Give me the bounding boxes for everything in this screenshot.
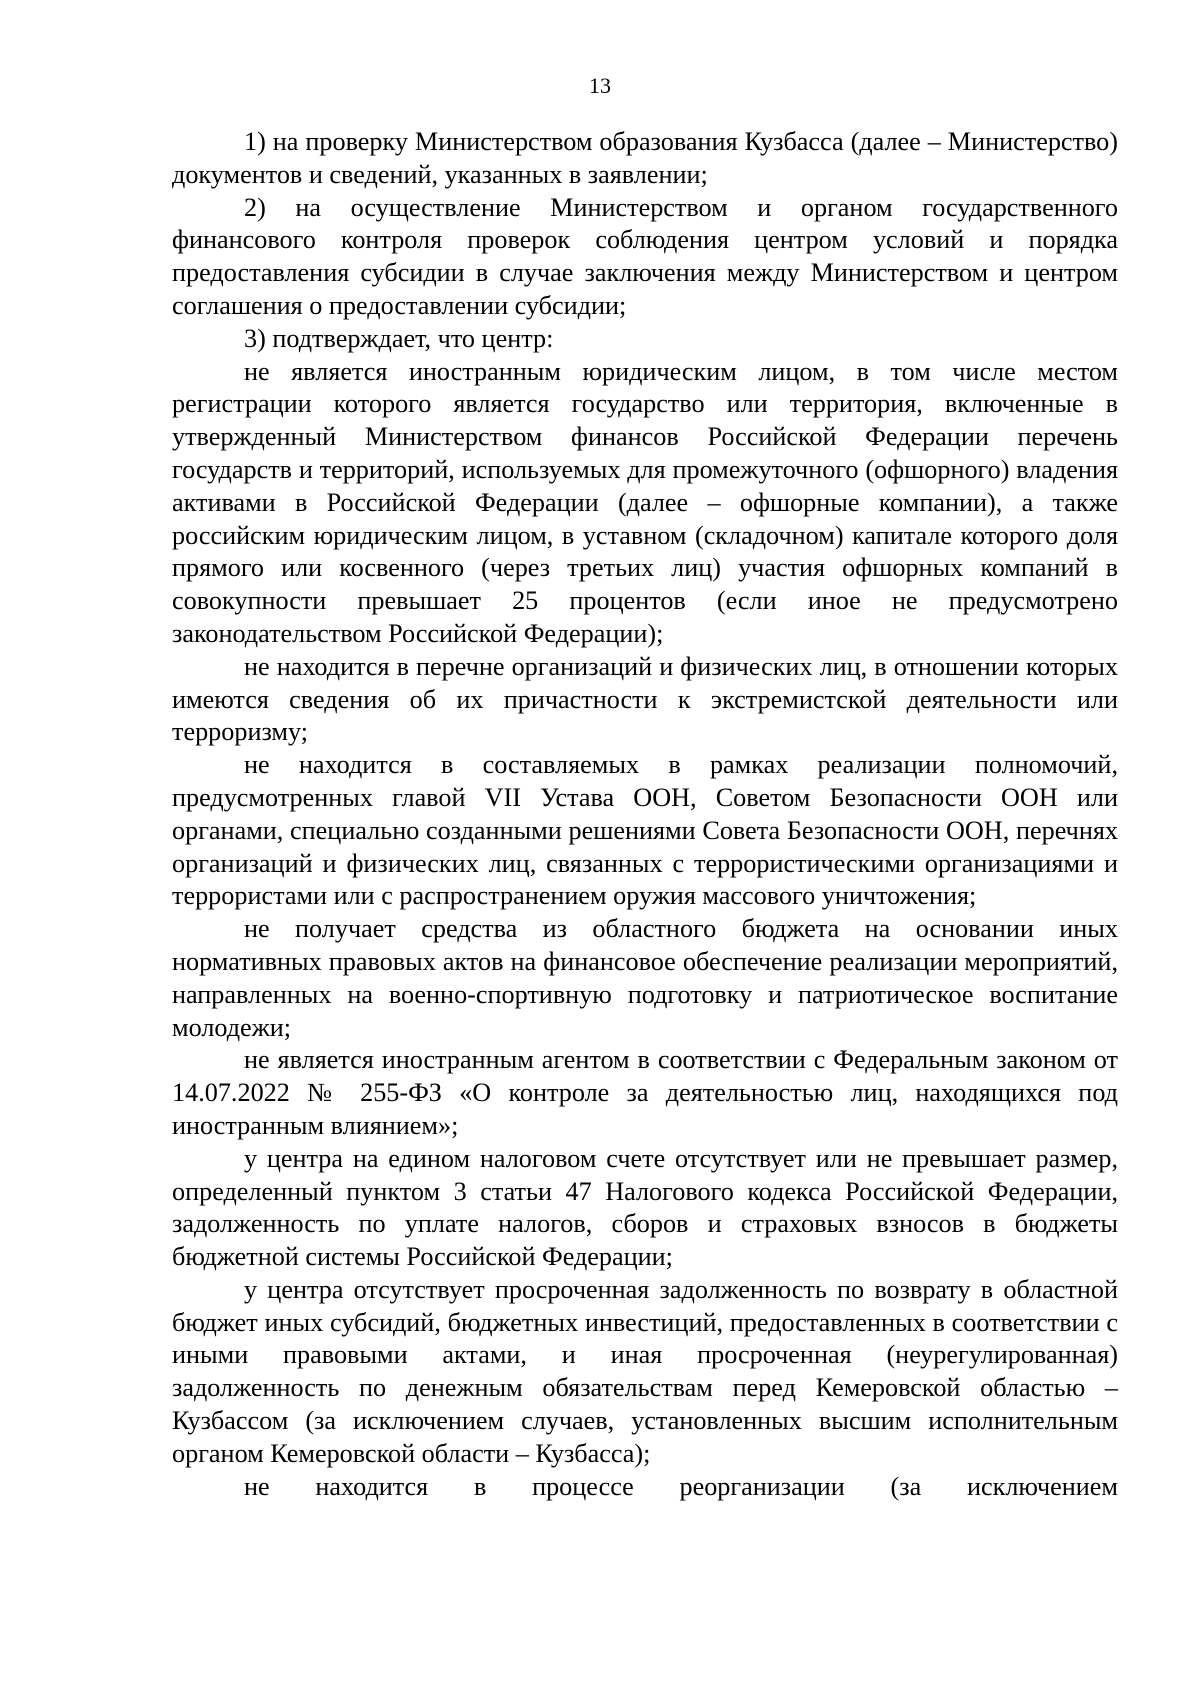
document-body	[172, 126, 1118, 1503]
paragraph-6: не находится в составляемых в рамках реализации полномочий, предусмотренных главой VII Устава ООН, Советом Безопасности ООН или органами, специально созданными решениями Совета Безопасности ООН, перечнях организаций и физических лиц, связанных с террористическими организациями и террористами или с распространением оружия массового уничтожения;	[172, 750, 1118, 911]
paragraph-11: не находится в процессе реорганизации (за исключением	[244, 1471, 1118, 1501]
paragraph-5: не находится в перечне организаций и физических лиц, в отношении которых имеются сведения об их причастности к экстремистской деятельности или терроризму;	[172, 651, 1118, 747]
paragraph-10: у центра отсутствует просроченная задолженность по возврату в областной бюджет иных субсидий, бюджетных инвестиций, предоставленных в соответствии с иными правовыми актами, и иная просроченная (неурегулированная) задолженность по денежным обязательствам перед Кемеровской областью – Кузбассом (за исключением случаев, установленных высшим исполнительным органом Кемеровской области – Кузбасса);	[172, 1274, 1118, 1468]
paragraph-2: 2) на осуществление Министерством и органом государственного финансового контроля проверок соблюдения центром условий и порядка предоставления субсидии в случае заключения между Министерством и центром соглашения о предоставлении субсидии;	[172, 192, 1118, 320]
paragraph-4: не является иностранным юридическим лицом, в том числе местом регистрации которого является государство или территория, включенные в утвержденный Министерством финансов Российской Федерации перечень государств и территорий, используемых для промежуточного (офшорного) владения активами в Российской Федерации (далее – офшорные компании), а также российским юридическим лицом, в уставном (складочном) капитале которого доля прямого или косвенного (через третьих лиц) участия офшорных компаний в совокупности превышает 25 процентов (если иное не предусмотрено законодательством Российской Федерации);	[172, 356, 1118, 648]
page-number: 13	[589, 73, 611, 98]
paragraph-3: 3) подтверждает, что центр:	[244, 323, 554, 353]
paragraph-7: не получает средства из областного бюджета на основании иных нормативных правовых актов на финансовое обеспечение реализации мероприятий, направленных на военно-спортивную подготовку и патриотическое воспитание молодежи;	[172, 914, 1118, 1042]
paragraph-8: не является иностранным агентом в соответствии с Федеральным законом от 14.07.2022 № 255-ФЗ «О контроле за деятельностью лиц, находящихся под иностранным влиянием»;	[172, 1045, 1118, 1140]
paragraph-1: 1) на проверку Министерством образования Кузбасса (далее – Министерство) документов и сведений, указанных в заявлении;	[172, 127, 1118, 189]
paragraph-9: у центра на едином налоговом счете отсутствует или не превышает размер, определенный пунктом 3 статьи 47 Налогового кодекса Российской Федерации, задолженность по уплате налогов, сборов и страховых взносов в бюджеты бюджетной системы Российской Федерации;	[172, 1143, 1118, 1272]
